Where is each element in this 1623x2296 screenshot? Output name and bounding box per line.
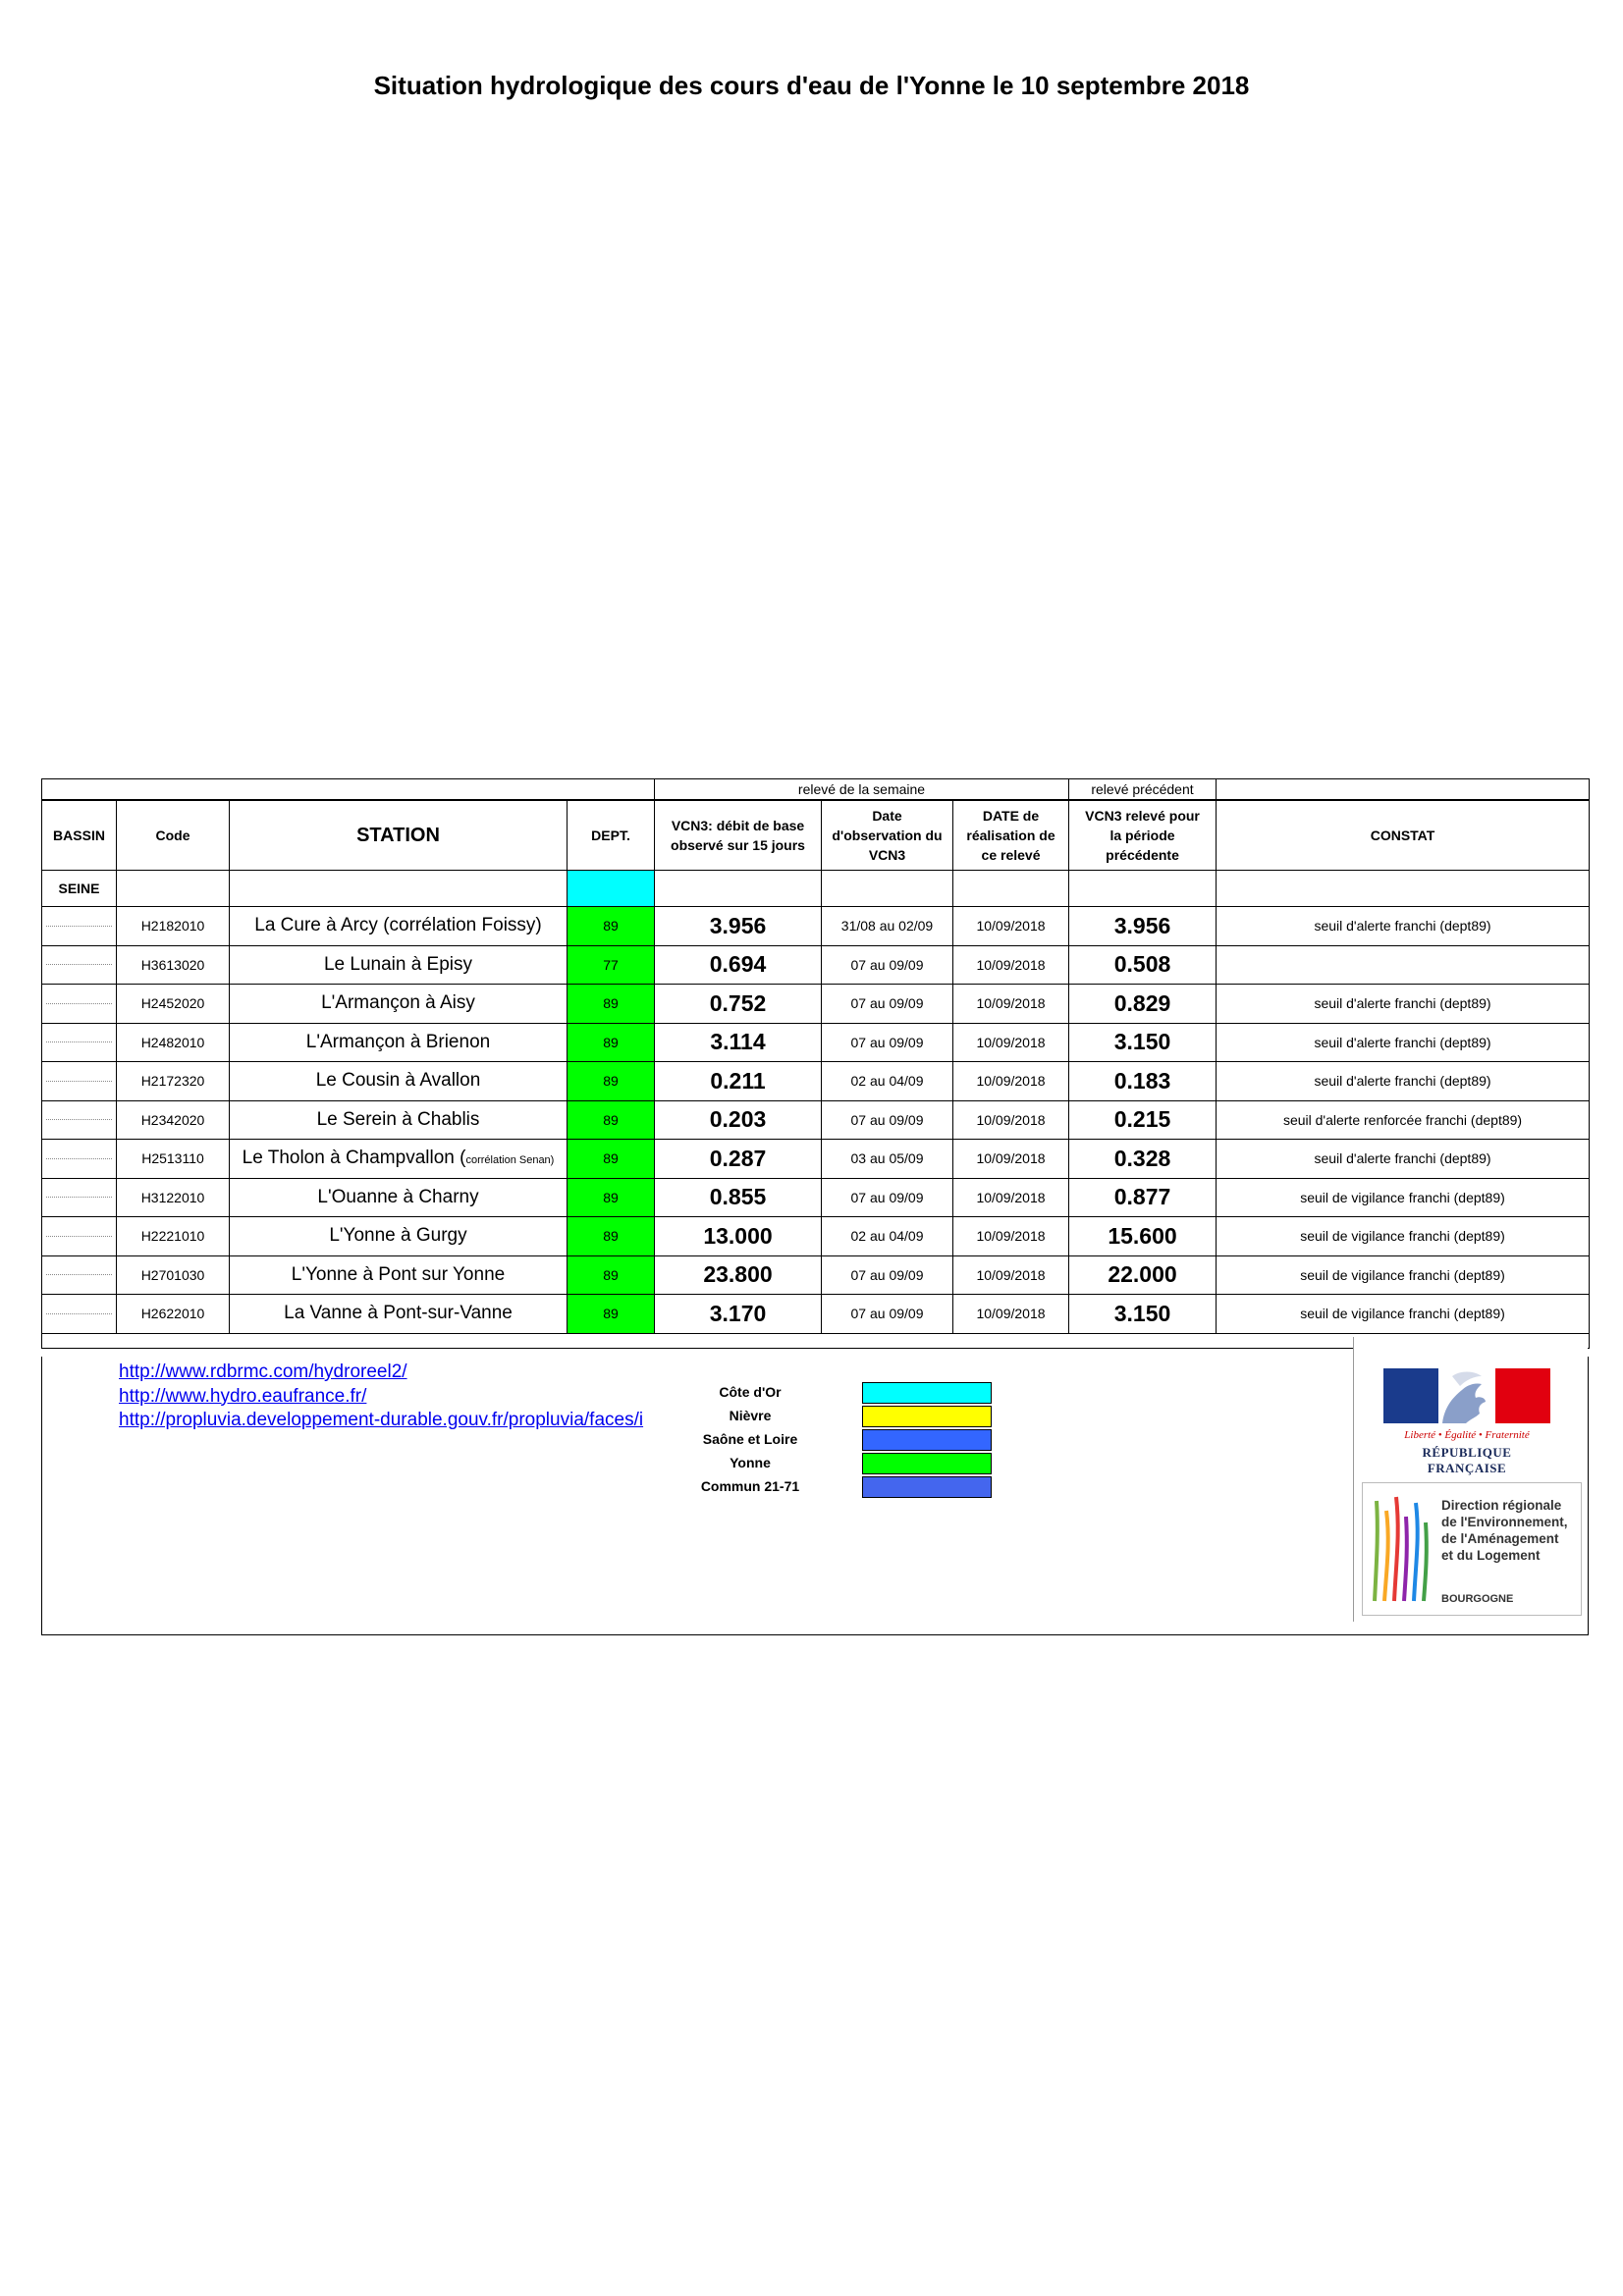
group-header-blank <box>42 779 655 801</box>
station-name <box>230 945 568 985</box>
legend-swatch <box>862 1406 992 1427</box>
station-code: H2342020 <box>117 1100 230 1140</box>
vcn3-value: 0.287 <box>655 1140 822 1179</box>
station-row <box>42 1062 1590 1101</box>
station-name <box>230 1255 568 1295</box>
constat-text: seuil d'alerte franchi (dept89) <box>1217 1062 1590 1101</box>
group-header-row <box>42 779 1590 801</box>
station-row <box>42 1100 1590 1140</box>
header-obs-line: d'observation du <box>832 827 943 843</box>
cote-dor-color-cell <box>568 871 655 907</box>
observation-period: 31/08 au 02/09 <box>822 907 953 946</box>
realisation-date: 10/09/2018 <box>953 1100 1069 1140</box>
previous-vcn3-value: 0.877 <box>1069 1178 1217 1217</box>
observation-period: 07 au 09/09 <box>822 985 953 1024</box>
bassin-cell <box>42 945 117 985</box>
previous-group-header: relevé précédent <box>1069 779 1217 801</box>
legend-swatch <box>862 1429 992 1451</box>
dotted-line <box>46 1041 112 1042</box>
legend-label: Côte d'Or <box>719 1384 782 1400</box>
station-row <box>42 1295 1590 1334</box>
vcn3-value: 23.800 <box>655 1255 822 1295</box>
station-name <box>230 1140 568 1179</box>
vcn3-value: 3.956 <box>655 907 822 946</box>
legend-label: Saône et Loire <box>702 1431 798 1447</box>
logos-panel <box>1353 1337 1588 1622</box>
previous-vcn3-value: 22.000 <box>1069 1255 1217 1295</box>
observation-period: 07 au 09/09 <box>822 1023 953 1062</box>
observation-period: 02 au 04/09 <box>822 1217 953 1256</box>
bassin-cell <box>42 1062 117 1101</box>
station-name <box>230 1295 568 1334</box>
station-row <box>42 1217 1590 1256</box>
constat-text: seuil de vigilance franchi (dept89) <box>1217 1217 1590 1256</box>
previous-vcn3-value: 3.956 <box>1069 907 1217 946</box>
department-cell: 77 <box>568 945 655 985</box>
previous-vcn3-value: 0.328 <box>1069 1140 1217 1179</box>
marianne-flag-icon <box>1383 1368 1550 1423</box>
realisation-date: 10/09/2018 <box>953 1255 1069 1295</box>
dreal-line: Direction régionale <box>1441 1498 1562 1513</box>
department-cell: 89 <box>568 1255 655 1295</box>
realisation-date: 10/09/2018 <box>953 985 1069 1024</box>
header-realisation-date <box>953 800 1069 871</box>
dotted-line <box>46 1003 112 1004</box>
station-code: H2513110 <box>117 1140 230 1179</box>
previous-vcn3-value: 0.183 <box>1069 1062 1217 1101</box>
vcn3-value: 0.203 <box>655 1100 822 1140</box>
station-name <box>230 1217 568 1256</box>
header-bassin: BASSIN <box>42 800 117 871</box>
realisation-date: 10/09/2018 <box>953 1140 1069 1179</box>
legend-label: Commun 21-71 <box>700 1478 800 1494</box>
link-hydro-eaufrance[interactable]: http://www.hydro.eaufrance.fr/ <box>119 1385 367 1407</box>
station-name <box>230 1062 568 1101</box>
dreal-logo <box>1362 1482 1582 1616</box>
station-label: Le Cousin à Avallon <box>315 1070 481 1092</box>
header-vcn3-line: VCN3: débit de base <box>671 817 805 833</box>
bassin-row <box>42 871 1590 907</box>
dotted-line <box>46 1197 112 1198</box>
constat-text: seuil de vigilance franchi (dept89) <box>1217 1295 1590 1334</box>
department-cell: 89 <box>568 1217 655 1256</box>
empty-cell <box>822 871 953 907</box>
empty-cell <box>655 871 822 907</box>
group-header-blank <box>1217 779 1590 801</box>
bassin-name: SEINE <box>42 871 117 907</box>
department-cell: 89 <box>568 907 655 946</box>
dreal-line: et du Logement <box>1441 1548 1541 1563</box>
header-real-line: ce relevé <box>981 847 1041 864</box>
observation-period: 02 au 04/09 <box>822 1062 953 1101</box>
header-obs-line: VCN3 <box>868 847 906 864</box>
vcn3-value: 0.694 <box>655 945 822 985</box>
observation-period: 07 au 09/09 <box>822 945 953 985</box>
constat-text: seuil de vigilance franchi (dept89) <box>1217 1255 1590 1295</box>
reference-links <box>119 1361 643 1433</box>
link-propluvia[interactable]: http://propluvia.developpement-durable.gouv.fr/propluvia/faces/i <box>119 1410 644 1430</box>
previous-vcn3-value: 0.829 <box>1069 985 1217 1024</box>
observation-period: 07 au 09/09 <box>822 1295 953 1334</box>
station-row <box>42 1178 1590 1217</box>
legend-swatch <box>862 1382 992 1404</box>
department-cell: 89 <box>568 1062 655 1101</box>
dotted-line <box>46 1313 112 1314</box>
constat-text <box>1217 945 1590 985</box>
bassin-cell <box>42 1023 117 1062</box>
previous-vcn3-value: 0.215 <box>1069 1100 1217 1140</box>
observation-period: 03 au 05/09 <box>822 1140 953 1179</box>
station-code: H2172320 <box>117 1062 230 1101</box>
station-note: corrélation Senan) <box>465 1154 555 1167</box>
previous-vcn3-value: 0.508 <box>1069 945 1217 985</box>
dotted-line <box>46 964 112 965</box>
station-label: La Vanne à Pont-sur-Vanne <box>284 1303 513 1324</box>
hydrology-table <box>41 778 1590 1349</box>
realisation-date: 10/09/2018 <box>953 907 1069 946</box>
department-cell: 89 <box>568 1100 655 1140</box>
marianne-motto: Liberté • Égalité • Fraternité <box>1404 1429 1530 1441</box>
realisation-date: 10/09/2018 <box>953 1295 1069 1334</box>
previous-vcn3-value: 3.150 <box>1069 1023 1217 1062</box>
vcn3-value: 3.170 <box>655 1295 822 1334</box>
constat-text: seuil d'alerte franchi (dept89) <box>1217 985 1590 1024</box>
department-cell: 89 <box>568 1295 655 1334</box>
department-cell: 89 <box>568 985 655 1024</box>
department-cell: 89 <box>568 1140 655 1179</box>
station-code: H2482010 <box>117 1023 230 1062</box>
station-label: L'Ouanne à Charny <box>317 1186 479 1207</box>
bassin-cell <box>42 907 117 946</box>
legend-swatch <box>862 1453 992 1474</box>
observation-period: 07 au 09/09 <box>822 1255 953 1295</box>
constat-text: seuil d'alerte franchi (dept89) <box>1217 907 1590 946</box>
station-label: Le Tholon à Champvallon ( <box>242 1148 466 1169</box>
station-code: H2182010 <box>117 907 230 946</box>
footer-panel <box>41 1357 1589 1635</box>
bassin-cell <box>42 985 117 1024</box>
station-label: L'Yonne à Pont sur Yonne <box>291 1263 506 1285</box>
vcn3-value: 0.855 <box>655 1178 822 1217</box>
station-label: Le Serein à Chablis <box>316 1108 480 1130</box>
bassin-cell <box>42 1295 117 1334</box>
observation-period: 07 au 09/09 <box>822 1100 953 1140</box>
vcn3-value: 3.114 <box>655 1023 822 1062</box>
empty-cell <box>953 871 1069 907</box>
dotted-line <box>46 1158 112 1159</box>
header-vcn3-line: observé sur 15 jours <box>671 837 805 853</box>
header-observation-date <box>822 800 953 871</box>
bassin-cell <box>42 1255 117 1295</box>
realisation-date: 10/09/2018 <box>953 945 1069 985</box>
station-label: La Cure à Arcy (corrélation Foissy) <box>254 915 542 936</box>
dotted-line <box>46 1081 112 1082</box>
constat-text: seuil d'alerte franchi (dept89) <box>1217 1140 1590 1179</box>
vcn3-value: 0.752 <box>655 985 822 1024</box>
station-label: L'Armançon à Aisy <box>321 992 475 1014</box>
vcn3-value: 13.000 <box>655 1217 822 1256</box>
station-row <box>42 1255 1590 1295</box>
station-label: L'Armançon à Brienon <box>305 1031 491 1052</box>
dotted-line <box>46 926 112 927</box>
bassin-cell <box>42 1140 117 1179</box>
dreal-stripes-icon <box>1367 1493 1435 1609</box>
realisation-date: 10/09/2018 <box>953 1023 1069 1062</box>
station-code: H2622010 <box>117 1295 230 1334</box>
dreal-name <box>1441 1497 1567 1564</box>
header-dept: DEPT. <box>568 800 655 871</box>
header-station: STATION <box>230 800 568 871</box>
station-name <box>230 985 568 1024</box>
empty-cell <box>117 871 230 907</box>
station-rows <box>42 907 1590 1334</box>
dreal-line: de l'Aménagement <box>1441 1531 1559 1546</box>
hydrology-table-container <box>41 778 1589 1349</box>
header-vcn3 <box>655 800 822 871</box>
department-cell: 89 <box>568 1178 655 1217</box>
station-code: H2701030 <box>117 1255 230 1295</box>
realisation-date: 10/09/2018 <box>953 1178 1069 1217</box>
station-label: L'Yonne à Gurgy <box>329 1225 467 1247</box>
observation-period: 07 au 09/09 <box>822 1178 953 1217</box>
realisation-date: 10/09/2018 <box>953 1217 1069 1256</box>
station-code: H3613020 <box>117 945 230 985</box>
station-name <box>230 1023 568 1062</box>
header-previous-vcn3 <box>1069 800 1217 871</box>
bassin-cell <box>42 1100 117 1140</box>
link-rdbrmc[interactable]: http://www.rdbrmc.com/hydroreel2/ <box>119 1362 407 1382</box>
header-prev-line: VCN3 relevé pour <box>1085 807 1200 824</box>
header-prev-line: précédente <box>1106 847 1179 864</box>
department-cell: 89 <box>568 1023 655 1062</box>
vcn3-value: 0.211 <box>655 1062 822 1101</box>
station-label: Le Lunain à Episy <box>323 953 473 975</box>
header-real-line: réalisation de <box>966 827 1055 843</box>
station-code: H2221010 <box>117 1217 230 1256</box>
constat-text: seuil d'alerte franchi (dept89) <box>1217 1023 1590 1062</box>
page-title: Situation hydrologique des cours d'eau de l'Yonne le 10 septembre 2018 <box>373 71 1250 100</box>
station-code: H2452020 <box>117 985 230 1024</box>
empty-cell <box>1069 871 1217 907</box>
previous-vcn3-value: 15.600 <box>1069 1217 1217 1256</box>
station-row <box>42 985 1590 1024</box>
station-name <box>230 1178 568 1217</box>
header-obs-line: Date <box>872 807 902 824</box>
constat-text: seuil de vigilance franchi (dept89) <box>1217 1178 1590 1217</box>
dotted-line <box>46 1274 112 1275</box>
constat-text: seuil d'alerte renforcée franchi (dept89) <box>1217 1100 1590 1140</box>
station-row <box>42 1140 1590 1179</box>
header-code: Code <box>117 800 230 871</box>
column-header-row <box>42 800 1590 871</box>
empty-cell <box>230 871 568 907</box>
dotted-line <box>46 1119 112 1120</box>
station-row <box>42 1023 1590 1062</box>
legend-label: Nièvre <box>729 1408 772 1423</box>
header-real-line: DATE de <box>982 807 1040 824</box>
station-code: H3122010 <box>117 1178 230 1217</box>
station-row <box>42 945 1590 985</box>
station-name <box>230 907 568 946</box>
header-prev-line: la période <box>1109 827 1175 843</box>
week-group-header: relevé de la semaine <box>655 779 1069 801</box>
dreal-region: BOURGOGNE <box>1441 1593 1514 1605</box>
dreal-line: de l'Environnement, <box>1441 1515 1568 1529</box>
empty-cell <box>1217 871 1590 907</box>
bassin-cell <box>42 1217 117 1256</box>
previous-vcn3-value: 3.150 <box>1069 1295 1217 1334</box>
station-name <box>230 1100 568 1140</box>
header-constat: CONSTAT <box>1217 800 1590 871</box>
legend-label: Yonne <box>730 1455 771 1470</box>
bassin-cell <box>42 1178 117 1217</box>
dotted-line <box>46 1236 112 1237</box>
marianne-name: RÉPUBLIQUE FRANÇAISE <box>1422 1445 1512 1475</box>
realisation-date: 10/09/2018 <box>953 1062 1069 1101</box>
legend-swatch <box>862 1476 992 1498</box>
station-row <box>42 907 1590 946</box>
